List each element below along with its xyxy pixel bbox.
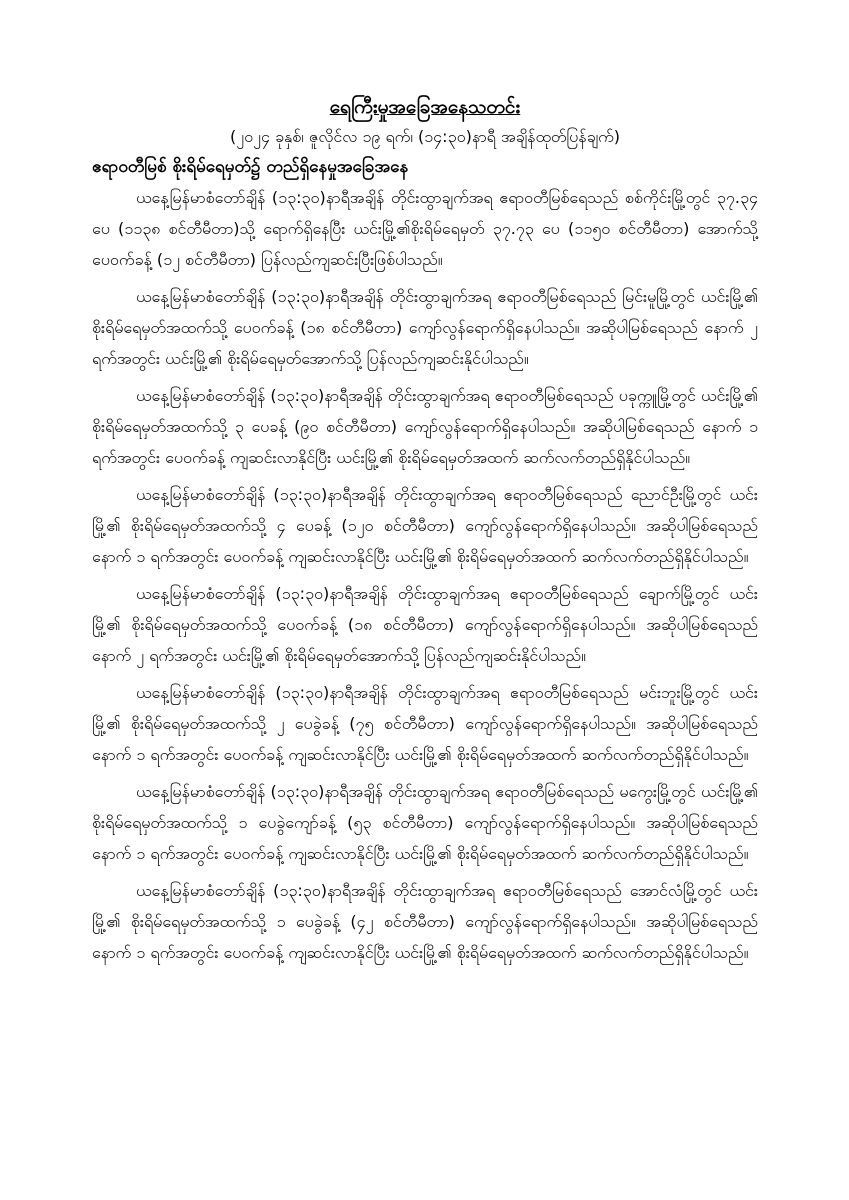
paragraph-minbu: ယနေ့မြန်မာစံတော်ချိန် (၁၃:၃၀)နာရီအချိန် တိုင်းထွာချက်အရ ဧရာဝတီမြစ်ရေသည် မင်းဘူးမြို့တွင် ယင်းမြို့၏ စိုးရိမ်ရေမှတ်အထက်သို့ ၂ ပေခွဲခန့် (၇၅ စင်တီမီတာ) ကျော်လွန်ရောက်ရှိနေပါသည်။ အဆိုပါမြစ်ရေသည် နောက် ၁ ရက်အတွင်း ပေ၀က်ခန့် ကျဆင်းလာနိုင်ပြီး ယင်းမြို့၏ စိုးရိမ်ရေမှတ်အထက် ဆက်လက်တည်ရှိနိုင်ပါသည်။	[92, 683, 758, 764]
page-title: ရေကြီးမှုအခြေအနေသတင်း	[329, 96, 521, 118]
paragraph-nyaung-u: ယနေ့မြန်မာစံတော်ချိန် (၁၃:၃၀)နာရီအချိန် တိုင်းထွာချက်အရ ဧရာဝတီမြစ်ရေသည် ညောင်ဦးမြို့တွင် ယင်းမြို့၏ စိုးရိမ်ရေမှတ်အထက်သို့ ၄ ပေခန့် (၁၂၀ စင်တီမီတာ) ကျော်လွန်ရောက်ရှိနေပါသည်။ အဆိုပါမြစ်ရေသည် နောက် ၁ ရက်အတွင်း ပေ၀က်ခန့် ကျဆင်းလာနိုင်ပြီး ယင်းမြို့၏ စိုးရိမ်ရေမှတ်အထက် ဆက်လက်တည်ရှိနိုင်ပါသည်။	[92, 485, 758, 566]
section-heading: ဧရာဝတီမြစ် စိုးရိမ်ရေမှတ်၌ တည်ရှိနေမှုအခြေအနေ	[92, 157, 409, 177]
paragraph-chauk: ယနေ့မြန်မာစံတော်ချိန် (၁၃:၃၀)နာရီအချိန် တိုင်းထွာချက်အရ ဧရာဝတီမြစ်ရေသည် ချောက်မြို့တွင် ယင်းမြို့၏ စိုးရိမ်ရေမှတ်အထက်သို့ ပေ၀က်ခန့် (၁၈ စင်တီမီတာ) ကျော်လွန်ရောက်ရှိနေပါသည်။ အဆိုပါမြစ်ရေသည် နောက် ၂ ရက်အတွင်း ယင်းမြို့၏ စိုးရိမ်ရေမှတ်အောက်သို့ ပြန်လည်ကျဆင်းနိုင်ပါသည်။	[92, 584, 758, 665]
paragraph-myinmu: ယနေ့မြန်မာစံတော်ချိန် (၁၃:၃၀)နာရီအချိန် တိုင်းထွာချက်အရ ဧရာဝတီမြစ်ရေသည် မြင်းမူမြို့တွင် ယင်းမြို့၏ စိုးရိမ်ရေမှတ်အထက်သို့ ပေ၀က်ခန့် (၁၈ စင်တီမီတာ) ကျော်လွန်ရောက်ရှိနေပါသည်။ အဆိုပါမြစ်ရေသည် နောက် ၂ ရက်အတွင်း ယင်းမြို့၏ စိုးရိမ်ရေမှတ်အောက်သို့ ပြန်လည်ကျဆင်းနိုင်ပါသည်။	[92, 287, 758, 368]
paragraph-magway: ယနေ့မြန်မာစံတော်ချိန် (၁၃:၃၀)နာရီအချိန် တိုင်းထွာချက်အရ ဧရာဝတီမြစ်ရေသည် မကွေးမြို့တွင် ယင်းမြို့၏ စိုးရိမ်ရေမှတ်အထက်သို့ ၁ ပေခွဲကျော်ခန့် (၅၃ စင်တီမီတာ) ကျော်လွန်ရောက်ရှိနေပါသည်။ အဆိုပါမြစ်ရေသည် နောက် ၁ ရက်အတွင်း ပေ၀က်ခန့် ကျဆင်းလာနိုင်ပြီး ယင်းမြို့၏ စိုးရိမ်ရေမှတ်အထက် ဆက်လက်တည်ရှိနိုင်ပါသည်။	[92, 782, 758, 863]
paragraph-aunglan: ယနေ့မြန်မာစံတော်ချိန် (၁၃:၃၀)နာရီအချိန် တိုင်းထွာချက်အရ ဧရာဝတီမြစ်ရေသည် အောင်လံမြို့တွင် ယင်းမြို့၏ စိုးရိမ်ရေမှတ်အထက်သို့ ၁ ပေခွဲခန့် (၄၂ စင်တီမီတာ) ကျော်လွန်ရောက်ရှိနေပါသည်။ အဆိုပါမြစ်ရေသည် နောက် ၁ ရက်အတွင်း ပေ၀က်ခန့် ကျဆင်းလာနိုင်ပြီး ယင်းမြို့၏ စိုးရိမ်ရေမှတ်အထက် ဆက်လက်တည်ရှိနိုင်ပါသည်။	[92, 881, 758, 962]
paragraph-sagaing: ယနေ့မြန်မာစံတော်ချိန် (၁၃:၃၀)နာရီအချိန် တိုင်းထွာချက်အရ ဧရာဝတီမြစ်ရေသည် စစ်ကိုင်းမြို့တွင် ၃၇.၃၄ ပေ (၁၁၃၈ စင်တီမီတာ)သို့ ရောက်ရှိနေပြီး ယင်းမြို့၏စိုးရိမ်ရေမှတ် ၃၇.၇၃ ပေ (၁၁၅၀ စင်တီမီတာ) အောက်သို့ ပေ၀က်ခန့် (၁၂ စင်တီမီတာ) ပြန်လည်ကျဆင်းပြီးဖြစ်ပါသည်။	[92, 188, 758, 269]
release-time-subtitle: (၂၀၂၄ ခုနှစ်၊ ဇူလိုင်လ ၁၉ ရက်၊ (၁၄:၃၀)နာရီ အချိန်ထုတ်ပြန်ချက်)	[229, 127, 621, 146]
document-body	[92, 92, 758, 974]
paragraph-pakokku: ယနေ့မြန်မာစံတော်ချိန် (၁၃:၃၀)နာရီအချိန် တိုင်းထွာချက်အရ ဧရာဝတီမြစ်ရေသည် ပခုက္ကူမြို့တွင် ယင်းမြို့၏ စိုးရိမ်ရေမှတ်အထက်သို့ ၃ ပေခန့် (၉၀ စင်တီမီတာ) ကျော်လွန်ရောက်ရှိနေပါသည်။ အဆိုပါမြစ်ရေသည် နောက် ၁ ရက်အတွင်း ပေ၀က်ခန့် ကျဆင်းလာနိုင်ပြီး ယင်းမြို့၏ စိုးရိမ်ရေမှတ်အထက် ဆက်လက်တည်ရှိနိုင်ပါသည်။	[92, 386, 758, 467]
